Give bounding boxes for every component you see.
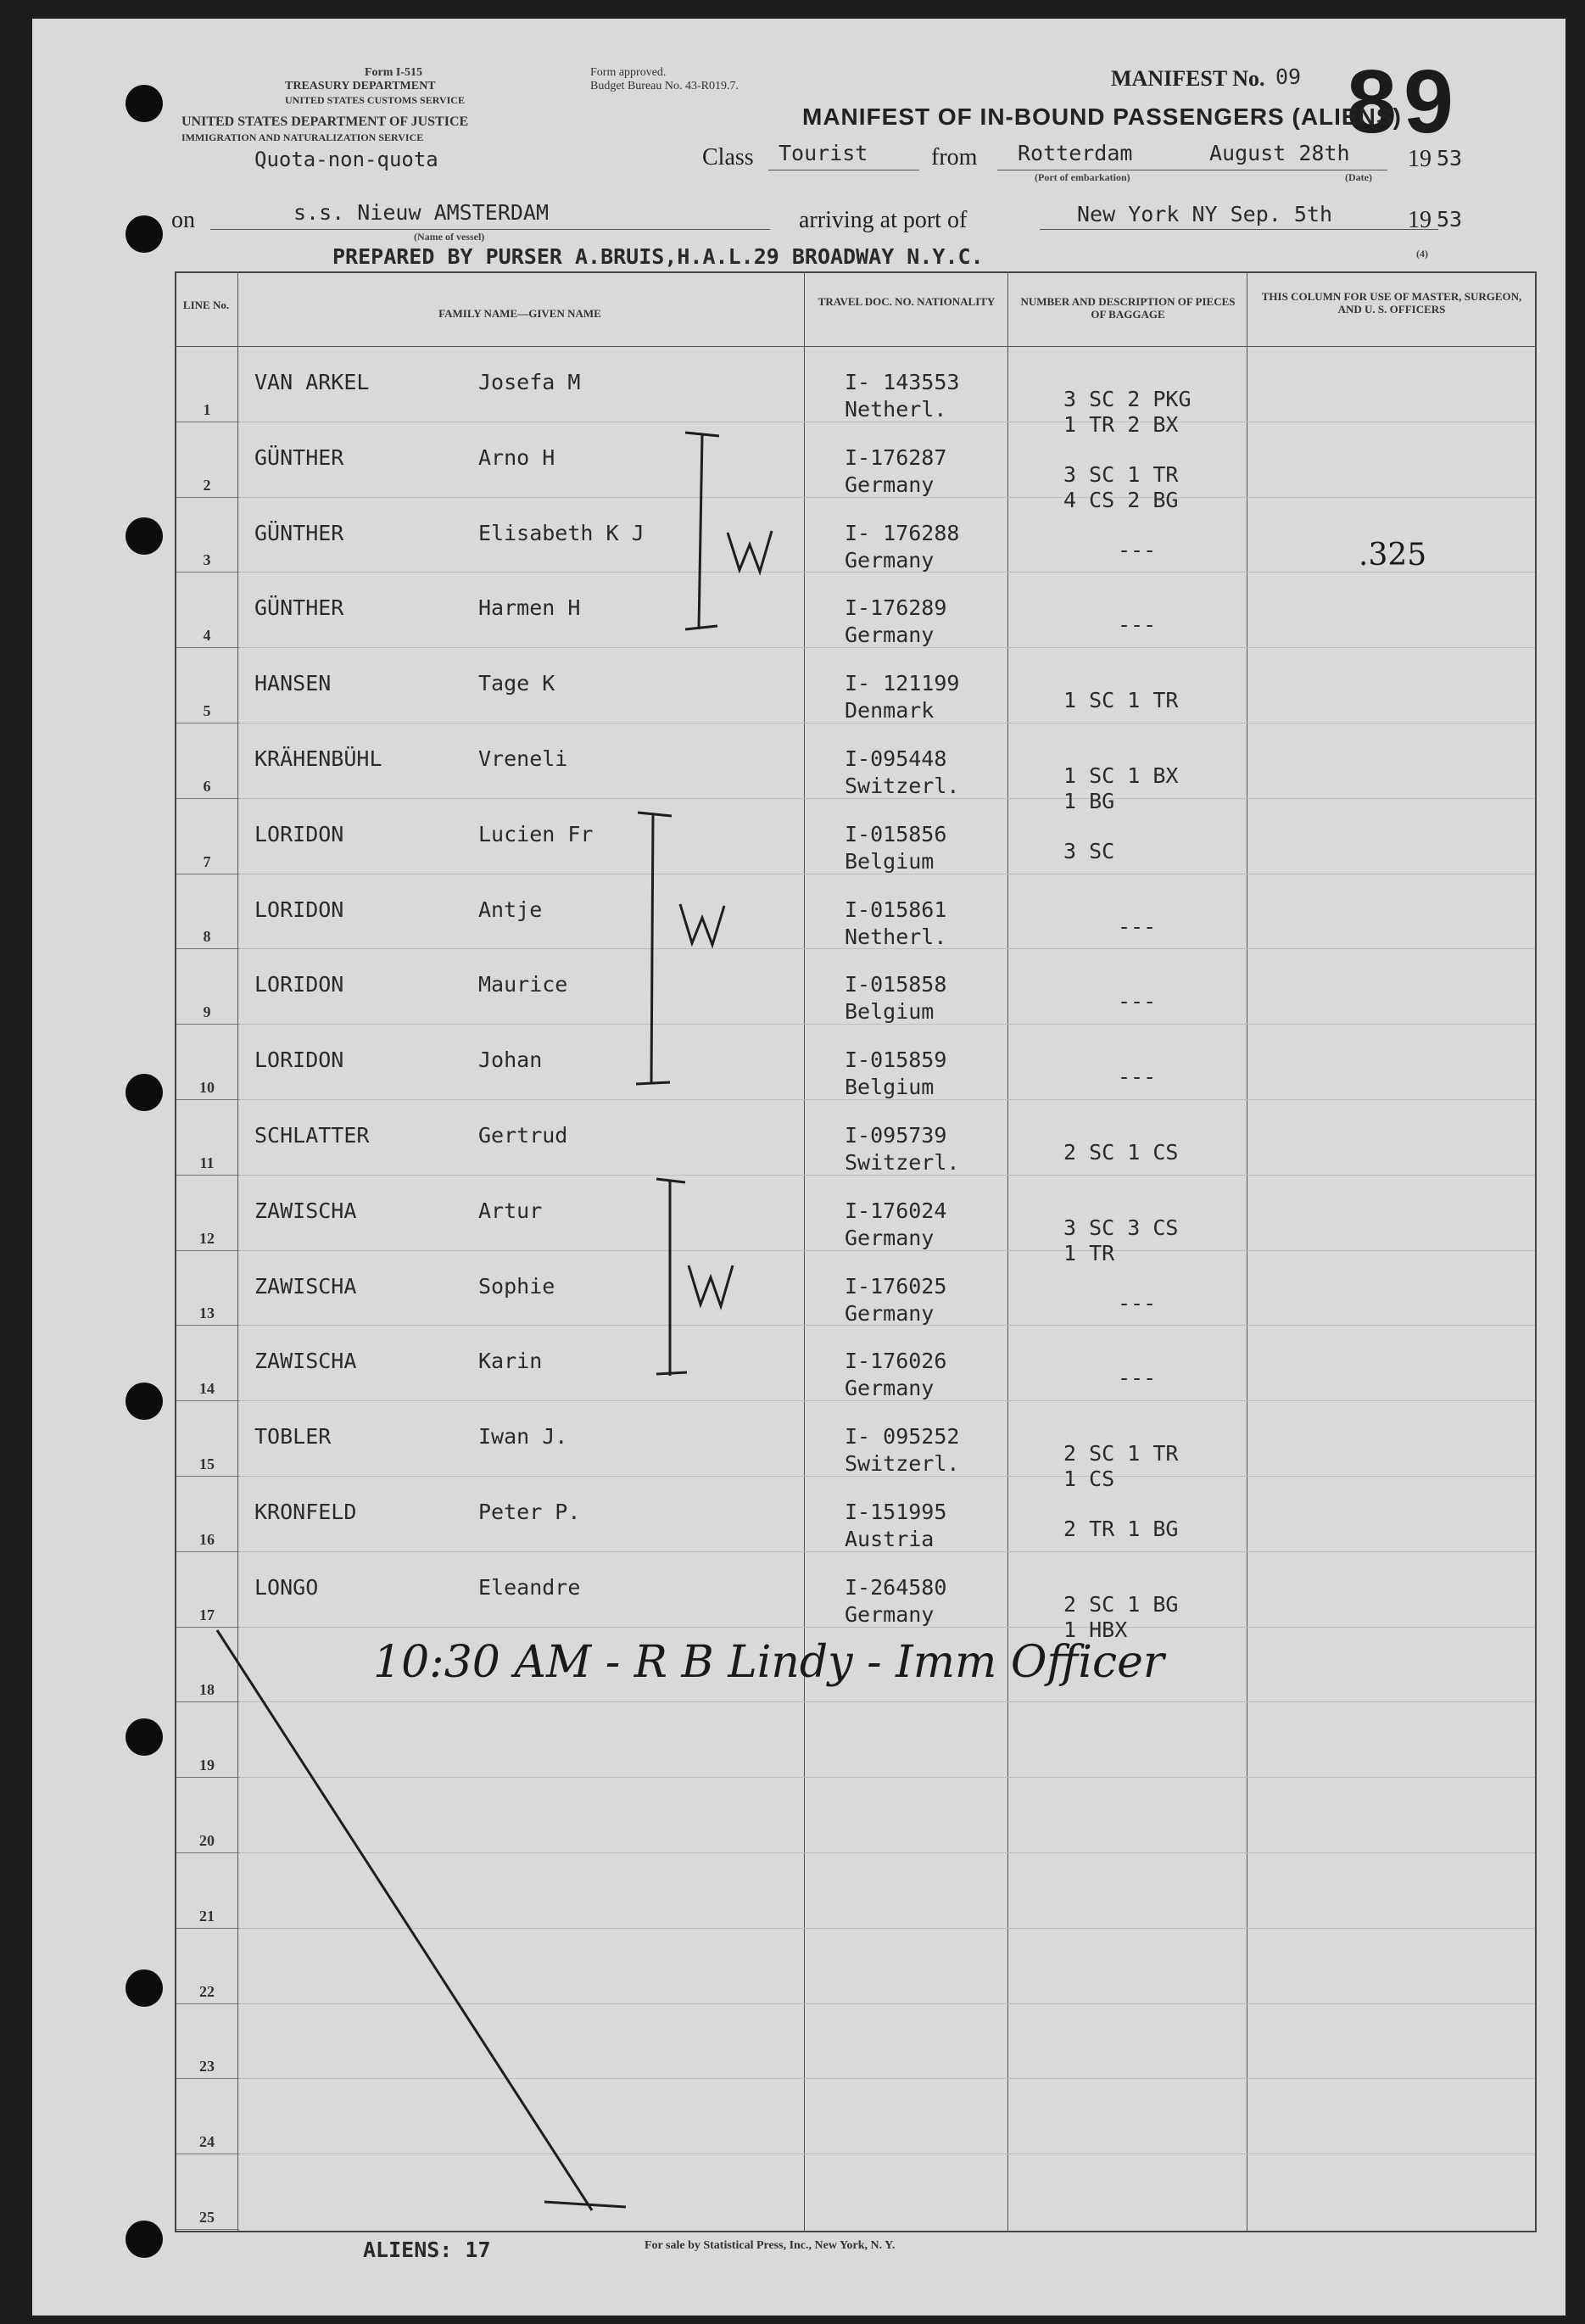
line-number: 12	[199, 1229, 215, 1247]
nationality: Switzerl.	[845, 1150, 960, 1175]
nationality: Netherl.	[845, 397, 947, 422]
justice-department: UNITED STATES DEPARTMENT OF JUSTICE	[181, 115, 469, 129]
nationality: Switzerl.	[845, 1451, 960, 1477]
passenger-family-name: LORIDON	[254, 897, 344, 922]
travel-doc-number: I-015859	[845, 1047, 947, 1073]
line-number: 14	[199, 1380, 215, 1398]
budget-bureau: Budget Bureau No. 43-R019.7.	[590, 80, 739, 92]
date-value: August 28th	[1209, 141, 1350, 165]
baggage-line-1: 3 SC 2 PKG	[1063, 387, 1192, 411]
passenger-given-name: Tage K	[478, 671, 555, 696]
manifest-page	[32, 19, 1565, 2316]
vessel-name: s.s. Nieuw AMSTERDAM	[293, 200, 550, 225]
line-number: 11	[199, 1154, 215, 1171]
baggage-line-1: 2 SC 1 BG	[1063, 1591, 1179, 1617]
line-number: 18	[199, 1681, 215, 1699]
line-number: 4	[203, 627, 211, 645]
column-baggage: NUMBER AND DESCRIPTION OF PIECES OF BAGGAGE	[1020, 295, 1236, 321]
baggage-line-1: 2 SC 1 TR	[1063, 1441, 1179, 1466]
line-number: 25	[199, 2209, 215, 2226]
prepared-by: PREPARED BY PURSER A.BRUIS,H.A.L.29 BROADWAY N.Y.C.	[332, 244, 984, 269]
baggage-line-1: ---	[1118, 1290, 1157, 1316]
passenger-given-name: Maurice	[478, 972, 568, 997]
line-number: 21	[199, 1907, 215, 1925]
from-value: Rotterdam	[1018, 141, 1133, 165]
line-number: 24	[199, 2133, 215, 2151]
baggage-line-1: ---	[1118, 1064, 1157, 1090]
passenger-given-name: Johan	[478, 1047, 543, 1073]
travel-doc-number: I-015858	[845, 972, 947, 997]
travel-doc-number: I- 121199	[845, 671, 960, 696]
manifest-title: MANIFEST OF IN-BOUND PASSENGERS (ALIENS)	[802, 103, 1402, 130]
baggage-line-1: ---	[1118, 989, 1157, 1014]
travel-doc-number: I-095739	[845, 1123, 947, 1148]
immigration-service: IMMIGRATION AND NATURALIZATION SERVICE	[181, 131, 424, 143]
quota-status: Quota-non-quota	[254, 148, 438, 171]
nationality: Germany	[845, 472, 935, 497]
column-officers: THIS COLUMN FOR USE OF MASTER, SURGEON, AND U. S. OFFICERS	[1261, 290, 1522, 316]
arriving-label: arriving at port of	[799, 207, 968, 233]
passenger-given-name: Antje	[478, 897, 543, 922]
baggage-line-2: 1 BG	[1063, 789, 1115, 813]
travel-doc-number: I-176287	[845, 444, 947, 470]
caption-4: (4)	[1416, 248, 1428, 260]
passenger-given-name: Artur	[478, 1198, 543, 1223]
baggage-line-2: 1 CS	[1063, 1466, 1115, 1492]
passenger-family-name: GÜNTHER	[254, 595, 344, 621]
port-caption: (Port of embarkation)	[1035, 171, 1130, 183]
passenger-given-name: Elisabeth K J	[478, 520, 645, 545]
baggage-line-1: ---	[1118, 537, 1157, 562]
passenger-family-name: VAN ARKEL	[254, 370, 370, 394]
big-manifest-number: 89	[1347, 52, 1460, 152]
line-number: 19	[199, 1757, 215, 1774]
baggage-line-1: 2 TR 1 BG	[1063, 1517, 1179, 1541]
passenger-given-name: Vreneli	[478, 746, 568, 771]
class-value: Tourist	[779, 141, 868, 165]
manifest-label: MANIFEST No.	[1111, 66, 1265, 91]
nationality: Netherl.	[845, 924, 947, 949]
line-number: 23	[199, 2058, 215, 2075]
baggage-line-2: 1 TR	[1063, 1240, 1115, 1265]
baggage-line-1: 1 SC 1 BX	[1063, 763, 1179, 788]
passenger-family-name: SCHLATTER	[254, 1123, 370, 1148]
nationality: Germany	[845, 1300, 935, 1326]
nationality: Germany	[845, 1225, 935, 1250]
passenger-family-name: GÜNTHER	[254, 520, 344, 545]
manifest-number: 09	[1275, 64, 1302, 89]
passenger-family-name: LORIDON	[254, 972, 344, 997]
travel-doc-number: I- 176288	[845, 520, 960, 545]
treasury-department: TREASURY DEPARTMENT	[285, 80, 436, 92]
nationality: Germany	[845, 547, 935, 573]
baggage-line-1: 2 SC 1 CS	[1063, 1140, 1179, 1165]
date-year: 53	[1437, 146, 1463, 170]
line-number: 13	[199, 1304, 215, 1322]
baggage-line-1: 3 SC 3 CS	[1063, 1215, 1179, 1240]
baggage-line-1: ---	[1118, 1366, 1157, 1391]
passenger-family-name: HANSEN	[254, 671, 332, 696]
passenger-given-name: Lucien Fr	[478, 821, 594, 846]
passenger-given-name: Gertrud	[478, 1123, 568, 1148]
arriving-year: 53	[1437, 207, 1463, 232]
passenger-family-name: ZAWISCHA	[254, 1273, 357, 1299]
passenger-given-name: Harmen H	[478, 595, 581, 621]
baggage-line-1: ---	[1118, 913, 1157, 939]
travel-doc-number: I-176289	[845, 595, 947, 621]
line-number: 6	[203, 777, 211, 795]
travel-doc-number: I-176026	[845, 1349, 947, 1374]
officer-note: 10:30 AM - R B Lindy - Imm Officer	[373, 1637, 1164, 1688]
passenger-given-name: Peter P.	[478, 1500, 581, 1524]
on-label: on	[171, 207, 195, 233]
customs-service: UNITED STATES CUSTOMS SERVICE	[285, 94, 465, 106]
nationality: Austria	[845, 1527, 935, 1551]
date-year-prefix: 19	[1408, 146, 1432, 172]
travel-doc-number: I-015856	[845, 821, 947, 846]
baggage-line-1: 3 SC 1 TR	[1063, 461, 1179, 487]
passenger-family-name: ZAWISCHA	[254, 1349, 357, 1374]
travel-doc-number: I-176025	[845, 1273, 947, 1299]
column-line-no: LINE No.	[182, 299, 230, 311]
passenger-given-name: Arno H	[478, 444, 555, 470]
passenger-given-name: Karin	[478, 1349, 543, 1374]
nationality: Germany	[845, 1601, 935, 1627]
travel-doc-number: I- 143553	[845, 370, 960, 394]
form-number: Form I-515	[365, 66, 423, 79]
passenger-family-name: KRÄHENBÜHL	[254, 746, 382, 771]
line-number: 8	[203, 928, 211, 946]
line-number: 16	[199, 1530, 215, 1548]
arriving-year-prefix: 19	[1408, 207, 1432, 233]
passenger-given-name: Sophie	[478, 1273, 555, 1299]
baggage-line-1: 1 SC 1 TR	[1063, 688, 1179, 713]
travel-doc-number: I-095448	[845, 746, 947, 771]
nationality: Belgium	[845, 848, 935, 874]
passenger-family-name: LORIDON	[254, 821, 344, 846]
line-number: 5	[203, 702, 211, 719]
passenger-given-name: Eleandre	[478, 1574, 581, 1600]
line-number: 7	[203, 852, 211, 870]
baggage-line-2: 4 CS 2 BG	[1063, 487, 1179, 512]
line-number: 15	[199, 1455, 215, 1472]
passenger-family-name: GÜNTHER	[254, 444, 344, 470]
passenger-family-name: KRONFELD	[254, 1500, 357, 1524]
form-approved: Form approved.	[590, 66, 667, 79]
travel-doc-number: I-176024	[845, 1198, 947, 1223]
passenger-family-name: LONGO	[254, 1574, 319, 1600]
nationality: Denmark	[845, 698, 935, 723]
line-number: 10	[199, 1079, 215, 1096]
travel-doc-number: I-264580	[845, 1574, 947, 1600]
line-number: 9	[203, 1003, 211, 1021]
column-travel-doc: TRAVEL DOC. NO. NATIONALITY	[818, 295, 996, 308]
travel-doc-number: I- 095252	[845, 1424, 960, 1450]
nationality: Germany	[845, 1376, 935, 1401]
nationality: Belgium	[845, 1075, 935, 1100]
class-label: Class	[702, 144, 754, 170]
nationality: Switzerl.	[845, 774, 960, 798]
nationality: Belgium	[845, 999, 935, 1025]
nationality: Germany	[845, 623, 935, 648]
date-caption: (Date)	[1345, 171, 1372, 183]
line-number: 17	[199, 1606, 215, 1623]
line-number: 1	[203, 400, 211, 418]
arriving-value: New York NY Sep. 5th	[1077, 202, 1333, 226]
from-label: from	[931, 144, 978, 170]
footer-sale-note: For sale by Statistical Press, Inc., New York, N. Y.	[645, 2239, 896, 2252]
aliens-count: ALIENS: 17	[363, 2237, 491, 2262]
line-number: 22	[199, 1982, 215, 2000]
side-number: .325	[1359, 538, 1427, 573]
passenger-family-name: LORIDON	[254, 1047, 344, 1073]
baggage-line-2: 1 HBX	[1063, 1617, 1128, 1642]
line-number: 20	[199, 1832, 215, 1849]
handwritten-marks	[32, 19, 1565, 2316]
travel-doc-number: I-151995	[845, 1500, 947, 1524]
passenger-family-name: TOBLER	[254, 1424, 332, 1450]
passenger-given-name: Iwan J.	[478, 1424, 568, 1450]
baggage-line-1: ---	[1118, 612, 1157, 638]
passenger-family-name: ZAWISCHA	[254, 1198, 357, 1223]
vessel-caption: (Name of vessel)	[414, 231, 485, 243]
column-name: FAMILY NAME—GIVEN NAME	[438, 307, 601, 320]
line-number: 3	[203, 551, 211, 569]
passenger-given-name: Josefa M	[478, 370, 581, 394]
travel-doc-number: I-015861	[845, 897, 947, 922]
baggage-line-2: 1 TR 2 BX	[1063, 412, 1179, 437]
baggage-line-1: 3 SC	[1063, 838, 1115, 863]
line-number: 2	[203, 476, 211, 494]
